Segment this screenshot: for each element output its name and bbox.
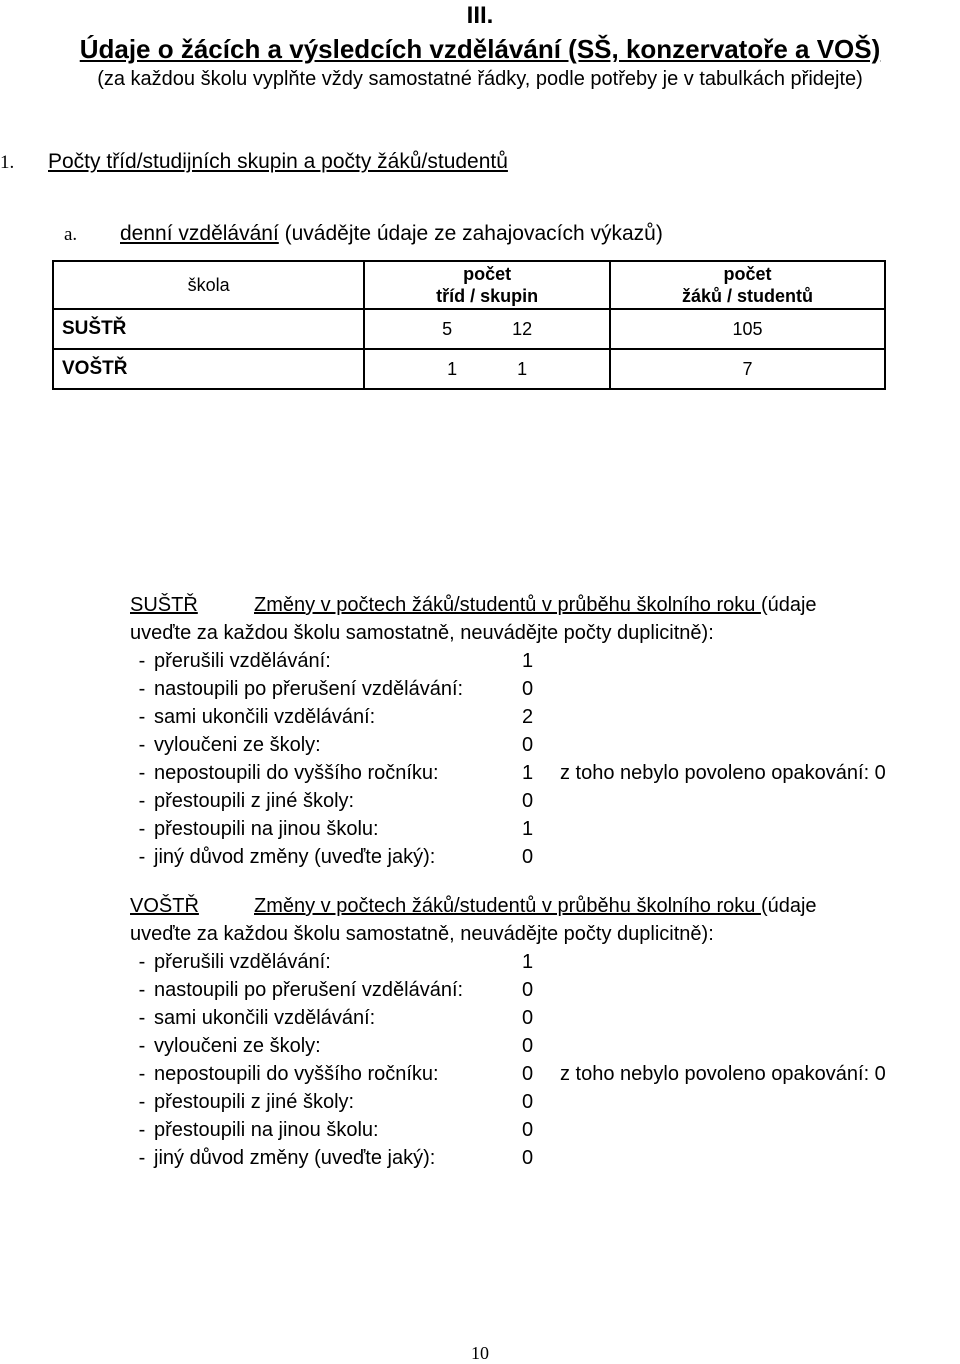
section-1-title: Počty tříd/studijních skupin a počty žáků/studentů <box>48 150 508 173</box>
changes-heading: VOŠTŘ Změny v počtech žáků/studentů v průběhu školního roku (údaje <box>130 895 817 917</box>
list-item: - sami ukončili vzdělávání: 0 <box>138 1007 534 1029</box>
list-item: - jiný důvod změny (uveďte jaký): 0 <box>138 1147 534 1169</box>
class-count-table <box>52 260 886 390</box>
header-students: počet žáků / studentů <box>610 261 885 309</box>
list-item: - vyloučeni ze školy: 0 <box>138 1035 534 1057</box>
changes-instruction: uveďte za každou školu samostatně, neuvádějte počty duplicitně): <box>130 923 714 945</box>
row-students: 7 <box>610 349 885 389</box>
section-1-number: 1. <box>0 152 15 173</box>
list-item: - přestoupili na jinou školu: 0 <box>138 1119 534 1141</box>
row-students: 105 <box>610 309 885 349</box>
section-1-heading <box>0 150 508 174</box>
list-item: - nastoupili po přerušení vzdělávání: 0 <box>138 678 534 700</box>
changes-block-sustr <box>130 591 886 871</box>
chapter-number: III. <box>466 2 494 29</box>
list-item: - přestoupili z jiné školy: 0 <box>138 1091 534 1113</box>
header-school: škola <box>53 261 364 309</box>
changes-block-vostr <box>130 892 886 1172</box>
row-school-name: SUŠTŘ <box>53 309 364 349</box>
list-item: - nepostoupili do vyššího ročníku: 0 z toho nebylo povoleno opakování: 0 <box>138 1063 886 1085</box>
list-item: - přerušili vzdělávání: 1 <box>138 951 534 973</box>
section-a-heading <box>64 222 663 246</box>
table-row <box>53 349 885 389</box>
list-item: - jiný důvod změny (uveďte jaký): 0 <box>138 846 534 868</box>
section-a-letter: a. <box>64 224 78 245</box>
list-item: - přestoupili z jiné školy: 0 <box>138 790 534 812</box>
list-item: - nastoupili po přerušení vzdělávání: 0 <box>138 979 534 1001</box>
changes-heading: SUŠTŘ Změny v počtech žáků/studentů v průběhu školního roku (údaje <box>130 594 817 616</box>
row-classes: 1 1 <box>364 349 610 389</box>
page-subtitle: (za každou školu vyplňte vždy samostatné řádky, podle potřeby je v tabulkách přidejte) <box>97 68 863 90</box>
table-row <box>53 309 885 349</box>
row-classes: 5 12 <box>364 309 610 349</box>
list-item: - přerušili vzdělávání: 1 <box>138 650 534 672</box>
list-item: - nepostoupili do vyššího ročníku: 1 z toho nebylo povoleno opakování: 0 <box>138 762 886 784</box>
list-item: - přestoupili na jinou školu: 1 <box>138 818 534 840</box>
page-title: Údaje o žácích a výsledcích vzdělávání (SŠ, konzervatoře a VOŠ) <box>79 34 881 64</box>
list-item: - vyloučeni ze školy: 0 <box>138 734 534 756</box>
header-classes: počet tříd / skupin <box>364 261 610 309</box>
changes-instruction: uveďte za každou školu samostatně, neuvádějte počty duplicitně): <box>130 622 714 644</box>
section-a-title-underlined: denní vzdělávání <box>120 222 279 245</box>
page-number: 10 <box>471 1343 489 1363</box>
list-item: - sami ukončili vzdělávání: 2 <box>138 706 534 728</box>
row-school-name: VOŠTŘ <box>53 349 364 389</box>
section-a-title-rest: (uvádějte údaje ze zahajovacích výkazů) <box>278 222 663 245</box>
